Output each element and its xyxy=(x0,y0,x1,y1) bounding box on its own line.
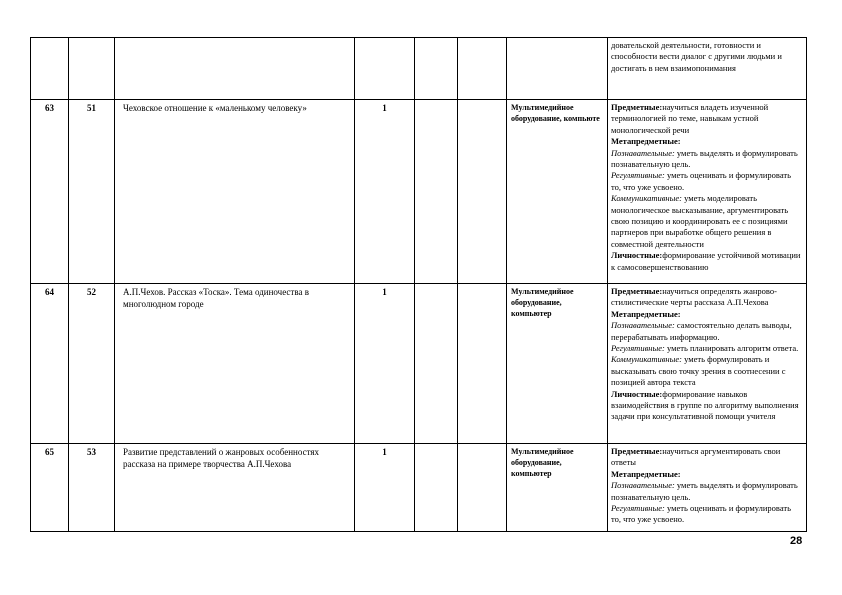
row-number: 64 xyxy=(31,284,69,444)
cognitive-text: уметь выделять и формулировать познавательную цель. xyxy=(611,480,798,502)
lesson-topic: Чеховское отношение к «маленькому человеку» xyxy=(115,100,355,284)
communicative-label: Коммуникативные: xyxy=(611,193,683,204)
meta-label: Метапредметные: xyxy=(611,136,681,147)
lesson-number: 53 xyxy=(69,444,115,532)
table-row xyxy=(31,444,807,532)
table-row xyxy=(31,284,807,444)
equipment: Мультимедийное оборудование, компьютер xyxy=(507,284,608,444)
cell-empty xyxy=(355,38,415,100)
cognitive-label: Познавательные: xyxy=(611,147,675,158)
hours: 1 xyxy=(355,444,415,532)
lesson-topic: А.П.Чехов. Рассказ «Тоска». Тема одиночества в многолюдном городе xyxy=(115,284,355,444)
cell-empty xyxy=(115,38,355,100)
communicative-text: уметь моделировать монологическое высказывание, аргументировать свою позицию и координировать ее с позициями партнеров при выработке общего решения в совместной деятельности xyxy=(611,193,789,249)
cell-empty xyxy=(415,284,458,444)
row-number: 63 xyxy=(31,100,69,284)
subject-text: научиться определять жанрово-стилистические черты рассказа А.П.Чехова xyxy=(611,286,777,308)
communicative-label: Коммуникативные: xyxy=(611,354,683,365)
row-number: 65 xyxy=(31,444,69,532)
cognitive-text: самостоятельно делать выводы, перерабатывать информацию. xyxy=(611,320,792,342)
meta-label: Метапредметные: xyxy=(611,308,681,319)
cognitive-label: Познавательные: xyxy=(611,320,675,331)
results-cell xyxy=(608,444,807,532)
regulative-label: Регулятивные: xyxy=(611,343,665,354)
cognitive-label: Познавательные: xyxy=(611,480,675,491)
equipment: Мультимедийное оборудование, компьютер xyxy=(507,444,608,532)
page-number: 28 xyxy=(790,535,803,547)
cell-empty xyxy=(415,444,458,532)
cell-empty xyxy=(415,38,458,100)
equipment: Мультимедийное оборудование, компьюте xyxy=(507,100,608,284)
personal-label: Личностные: xyxy=(611,388,663,399)
lesson-number: 52 xyxy=(69,284,115,444)
cell-empty xyxy=(507,38,608,100)
hours: 1 xyxy=(355,284,415,444)
regulative-label: Регулятивные: xyxy=(611,170,665,181)
communicative-text: уметь формулировать и высказывать свою точку зрения в соотнесении с позицией автора текста xyxy=(611,354,786,388)
cell-empty xyxy=(458,284,507,444)
results-cell xyxy=(608,284,807,444)
regulative-text: уметь оценивать и формулировать то, что уже усвоено. xyxy=(611,503,791,525)
subject-text: научиться аргументировать свои ответы xyxy=(611,446,781,468)
personal-text: формирование навыков взаимодействия в группе по алгоритму выполнения задачи при консультативной помощи учителя xyxy=(611,388,799,422)
cell-empty xyxy=(458,100,507,284)
results-text: довательской деятельности, готовности и способности вести диалог с другими людьми и достигать в нем взаимопонимания xyxy=(611,40,782,73)
table-row-continued xyxy=(31,38,807,100)
cell-empty xyxy=(415,100,458,284)
subject-label: Предметные: xyxy=(611,102,663,112)
hours: 1 xyxy=(355,100,415,284)
cell-empty xyxy=(458,444,507,532)
lesson-number: 51 xyxy=(69,100,115,284)
regulative-text: уметь оценивать и формулировать то, что уже усвоено. xyxy=(611,170,791,192)
results-cell xyxy=(608,38,807,100)
table-row xyxy=(31,100,807,284)
cell-empty xyxy=(458,38,507,100)
results-cell xyxy=(608,100,807,284)
meta-label: Метапредметные: xyxy=(611,468,681,479)
lesson-topic: Развитие представлений о жанровых особенностях рассказа на примере творчества А.П.Чехова xyxy=(115,444,355,532)
personal-text: формирование устойчивой мотивации к самосовершенствованию xyxy=(611,250,801,272)
regulative-text: уметь планировать алгоритм ответа. xyxy=(664,343,799,354)
subject-label: Предметные: xyxy=(611,446,663,456)
lesson-plan-table xyxy=(30,37,807,532)
cell-empty xyxy=(69,38,115,100)
cell-empty xyxy=(31,38,69,100)
subject-text: научиться владеть изученной терминологией по теме, навыкам устной монологической речи xyxy=(611,102,769,135)
regulative-label: Регулятивные: xyxy=(611,503,665,514)
subject-label: Предметные: xyxy=(611,286,663,296)
personal-label: Личностные: xyxy=(611,250,663,261)
cognitive-text: уметь выделять и формулировать познавательную цель. xyxy=(611,147,798,170)
